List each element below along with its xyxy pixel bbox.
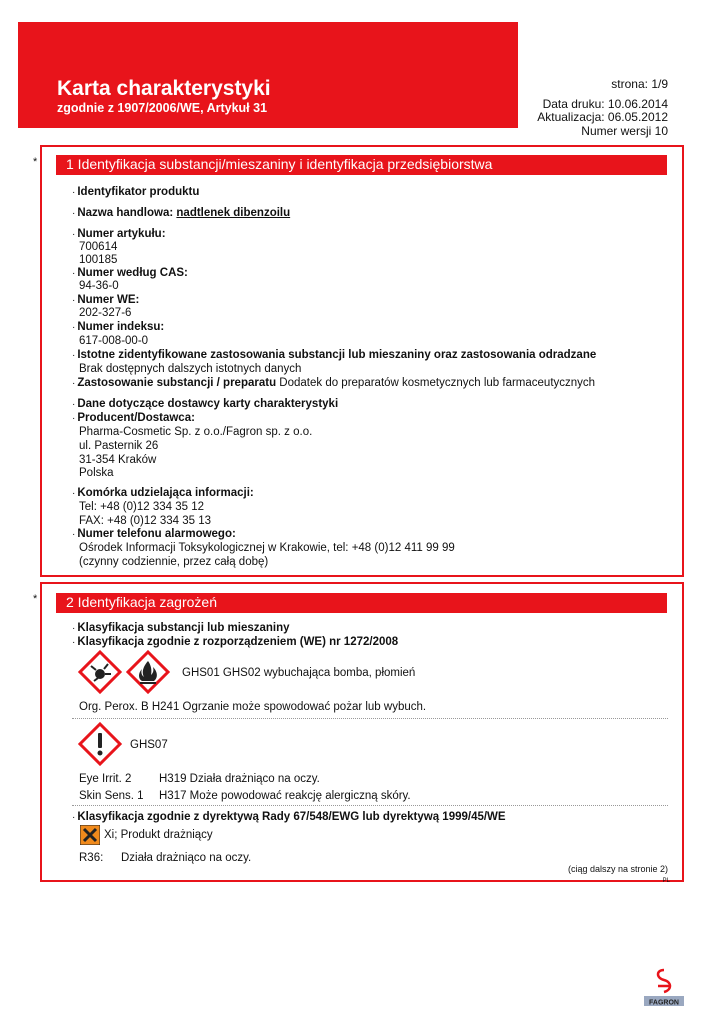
fagron-logo xyxy=(640,966,688,1014)
index-value: 617-008-00-0 xyxy=(79,335,149,347)
page-number: strona: 1/9 xyxy=(611,77,668,91)
producer-line-1: Pharma-Cosmetic Sp. z o.o./Fagron sp. z o.o. xyxy=(79,426,313,438)
clp-label: · Klasyfikacja zgodnie z rozporządzeniem (WE) nr 1272/2008 xyxy=(72,636,399,648)
eye-irrit-category: Eye Irrit. 2 xyxy=(79,773,132,785)
section-1-header xyxy=(56,155,667,175)
emergency-label: · Numer telefonu alarmowego: xyxy=(72,528,236,540)
fax: FAX: +48 (0)12 334 35 13 xyxy=(79,515,212,527)
ghs02-flame-icon xyxy=(126,650,170,694)
producer-line-4: Polska xyxy=(79,467,114,479)
skin-sens-category: Skin Sens. 1 xyxy=(79,790,144,802)
uses-value: Brak dostępnych dalszych istotnych danych xyxy=(79,363,302,375)
language-code: PL xyxy=(662,878,670,884)
producer-line-3: 31-354 Kraków xyxy=(79,454,157,466)
producer-label: · Producent/Dostawca: xyxy=(72,412,195,424)
version-number: Numer wersji 10 xyxy=(581,124,668,138)
dsd-label: · Klasyfikacja zgodnie z dyrektywą Rady 67/548/EWG lub dyrektywą 1999/45/WE xyxy=(72,811,506,823)
info-label: · Komórka udzielająca informacji: xyxy=(72,487,254,499)
dotted-divider xyxy=(72,805,668,806)
emergency-line-2: (czynny codziennie, przez całą dobę) xyxy=(79,556,269,568)
section-2-header xyxy=(56,593,667,613)
cas-label: · Numer według CAS: xyxy=(72,267,188,279)
ghs07-exclamation-icon xyxy=(78,722,122,766)
r36-code: R36: xyxy=(79,852,104,864)
section-1-title: 1 Identyfikacja substancji/mieszaniny i identyfikacja przedsiębiorstwa xyxy=(66,156,493,172)
uses-label: · Istotne zidentyfikowane zastosowania substancji lub mieszaniny oraz zastosowania odradzane xyxy=(72,349,597,361)
index-label: · Numer indeksu: xyxy=(72,321,165,333)
eye-irrit-statement: H319 Działa drażniąco na oczy. xyxy=(159,773,320,785)
document-title: Karta charakterystyki xyxy=(57,77,271,100)
tel: Tel: +48 (0)12 334 35 12 xyxy=(79,501,204,513)
continued-note: (ciąg dalszy na stronie 2) xyxy=(567,864,668,874)
ghs07-text: GHS07 xyxy=(130,739,168,751)
product-id-label: · Identyfikator produktu xyxy=(72,186,200,198)
r36-text: Działa drażniąco na oczy. xyxy=(121,852,252,864)
xi-irritant-icon xyxy=(80,825,100,845)
ghs01-explosive-icon xyxy=(78,650,122,694)
producer-line-2: ul. Pasternik 26 xyxy=(79,440,159,452)
print-date: Data druku: 10.06.2014 xyxy=(542,97,668,111)
org-perox-statement: Org. Perox. B H241 Ogrzanie może spowodować pożar lub wybuch. xyxy=(79,701,427,713)
dotted-divider xyxy=(72,718,668,719)
class-label: · Klasyfikacja substancji lub mieszaniny xyxy=(72,622,290,634)
article-value-2: 100185 xyxy=(79,254,118,266)
we-label: · Numer WE: xyxy=(72,294,140,306)
skin-sens-statement: H317 Może powodować reakcję alergiczną skóry. xyxy=(159,790,411,802)
we-value: 202-327-6 xyxy=(79,307,132,319)
xi-text: Xi; Produkt drażniący xyxy=(104,829,213,841)
supplier-label: · Dane dotyczące dostawcy karty charakterystyki xyxy=(72,398,339,410)
document-subtitle: zgodnie z 1907/2006/WE, Artykuł 31 xyxy=(57,101,268,115)
svg-text:FAGRON: FAGRON xyxy=(649,999,679,1007)
section-2-title: 2 Identyfikacja zagrożeń xyxy=(66,594,217,610)
article-value-1: 700614 xyxy=(79,241,118,253)
change-marker: * xyxy=(33,156,38,168)
change-marker: * xyxy=(33,593,38,605)
emergency-line-1: Ośrodek Informacji Toksykologicznej w Krakowie, tel: +48 (0)12 411 99 99 xyxy=(79,542,455,554)
application: · Zastosowanie substancji / preparatu Dodatek do preparatów kosmetycznych lub farmaceutycznych xyxy=(72,377,596,389)
update-date: Aktualizacja: 06.05.2012 xyxy=(537,110,668,124)
cas-value: 94-36-0 xyxy=(79,280,119,292)
article-label: · Numer artykułu: xyxy=(72,228,166,240)
trade-name: · Nazwa handlowa: nadtlenek dibenzoilu xyxy=(72,207,291,219)
ghs01-ghs02-text: GHS01 GHS02 wybuchająca bomba, płomień xyxy=(182,667,416,679)
